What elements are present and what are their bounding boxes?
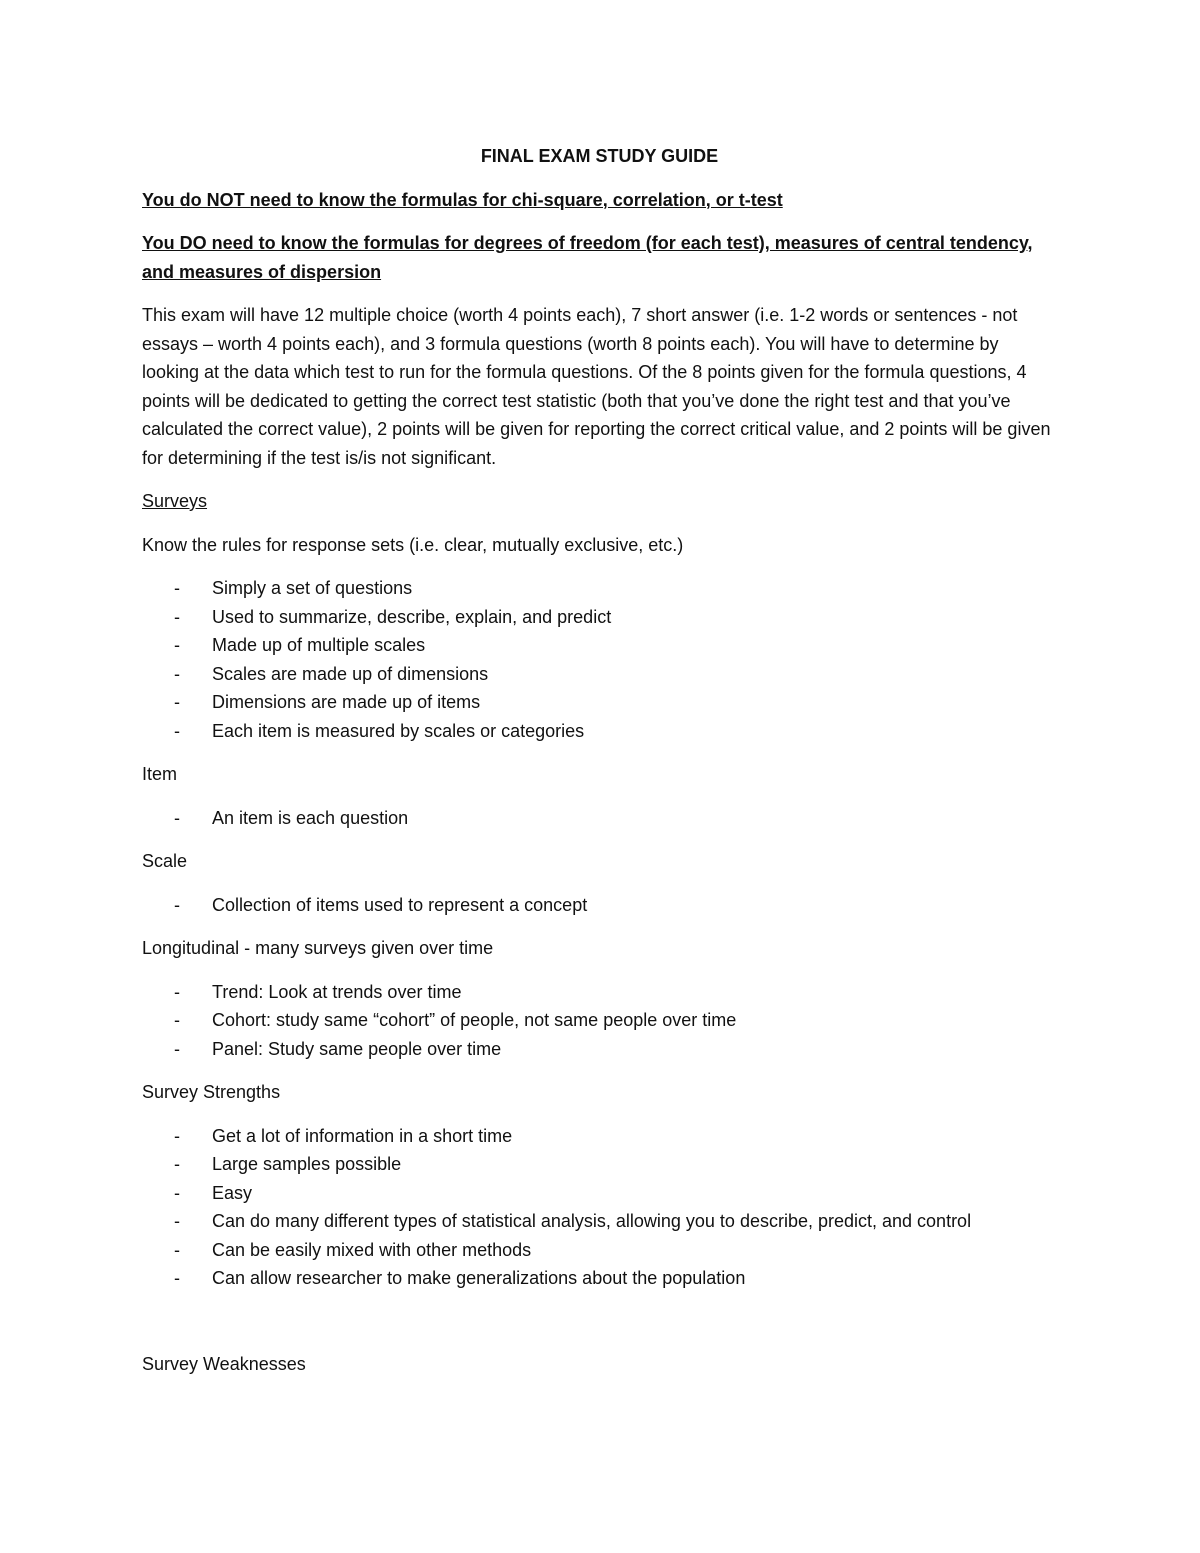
strengths-list: [142, 1122, 1057, 1293]
document-body: [142, 142, 1057, 1393]
list-item-text: Get a lot of information in a short time: [212, 1125, 513, 1146]
list-item-text: Panel: Study same people over time: [212, 1038, 502, 1059]
section-heading-strengths: Survey Strengths: [142, 1082, 281, 1102]
section-heading-surveys: Surveys: [142, 491, 208, 511]
list-item-text: Trend: Look at trends over time: [212, 981, 462, 1002]
dash-marker: -: [174, 1125, 180, 1146]
list-item: [142, 1236, 1057, 1265]
section-heading-scale: Scale: [142, 851, 188, 871]
list-item-text: Large samples possible: [212, 1154, 402, 1174]
list-item: [142, 1207, 1057, 1236]
list-item-text: Dimensions are made up of items: [212, 692, 481, 712]
dash-marker: -: [174, 981, 180, 1002]
dash-marker: -: [174, 1239, 180, 1260]
list-item: [142, 1264, 1057, 1293]
list-item-text: Can allow researcher to make generalizations about the population: [212, 1268, 746, 1288]
list-item-text: Each item is measured by scales or categories: [212, 720, 585, 741]
scale-list: [142, 891, 1057, 920]
list-item: [142, 978, 1057, 1007]
list-item: [142, 1122, 1057, 1151]
list-item: [142, 1150, 1057, 1179]
dash-marker: -: [174, 1182, 180, 1203]
list-item-text: Cohort: study same “cohort” of people, not same people over time: [212, 1010, 737, 1030]
list-item: [142, 603, 1057, 632]
formula-not-needed-notice: You do NOT need to know the formulas for chi-square, correlation, or t-test: [142, 189, 783, 210]
list-item-text: Can be easily mixed with other methods: [212, 1239, 532, 1260]
list-item: [142, 574, 1057, 603]
dash-marker: -: [174, 663, 180, 684]
page-title: FINAL EXAM STUDY GUIDE: [480, 146, 719, 166]
list-item: [142, 660, 1057, 689]
surveys-list: [142, 574, 1057, 745]
dash-marker: -: [174, 606, 180, 627]
item-list: [142, 804, 1057, 833]
dash-marker: -: [174, 1038, 180, 1059]
list-item: [142, 1179, 1057, 1208]
list-item-text: An item is each question: [212, 807, 409, 828]
dash-marker: -: [174, 894, 180, 915]
dash-marker: -: [174, 720, 180, 741]
dash-marker: -: [174, 635, 180, 655]
dash-marker: -: [174, 1010, 180, 1030]
section-heading-weaknesses: Survey Weaknesses: [142, 1353, 306, 1374]
list-item-text: Simply a set of questions: [212, 578, 413, 598]
list-item-text: Can do many different types of statistical analysis, allowing you to describe, predict, and control: [212, 1211, 972, 1231]
dash-marker: -: [174, 1211, 180, 1231]
section-heading-longitudinal: Longitudinal - many surveys given over time: [142, 938, 494, 958]
surveys-note: Know the rules for response sets (i.e. clear, mutually exclusive, etc.): [142, 534, 684, 555]
list-item-text: Easy: [212, 1182, 253, 1203]
list-item-text: Used to summarize, describe, explain, and predict: [212, 606, 612, 627]
section-heading-item: Item: [142, 764, 178, 784]
list-item: [142, 1035, 1057, 1064]
list-item: [142, 717, 1057, 746]
dash-marker: -: [174, 807, 180, 828]
list-item: [142, 891, 1057, 920]
exam-intro-paragraph: This exam will have 12 multiple choice (worth 4 points each), 7 short answer (i.e. 1-2 words or sentences - not essays – worth 4 points each), and 3 formula questions (worth 8 points each). You will have to determine by looking at the data which test to run for the formula questions. Of the 8 points given for the formula questions, 4 points will be dedicated to getting the correct test statistic (both that you’ve done the right test and that you’ve calculated the correct value), 2 points will be given for reporting the correct critical value, and 2 points will be given for determining if the test is/is not significant.: [142, 305, 1051, 468]
dash-marker: -: [174, 1154, 180, 1174]
dash-marker: -: [174, 1268, 180, 1288]
list-item: [142, 1006, 1057, 1035]
list-item: [142, 804, 1057, 833]
blank-line: [142, 1308, 1057, 1350]
formula-needed-notice: You DO need to know the formulas for degrees of freedom (for each test), measures of central tendency, and measures of dispersion: [142, 233, 1033, 282]
list-item: [142, 688, 1057, 717]
list-item-text: Made up of multiple scales: [212, 635, 426, 655]
longitudinal-list: [142, 978, 1057, 1064]
dash-marker: -: [174, 692, 180, 712]
list-item: [142, 631, 1057, 660]
list-item-text: Collection of items used to represent a concept: [212, 894, 588, 915]
dash-marker: -: [174, 578, 180, 598]
list-item-text: Scales are made up of dimensions: [212, 663, 489, 684]
